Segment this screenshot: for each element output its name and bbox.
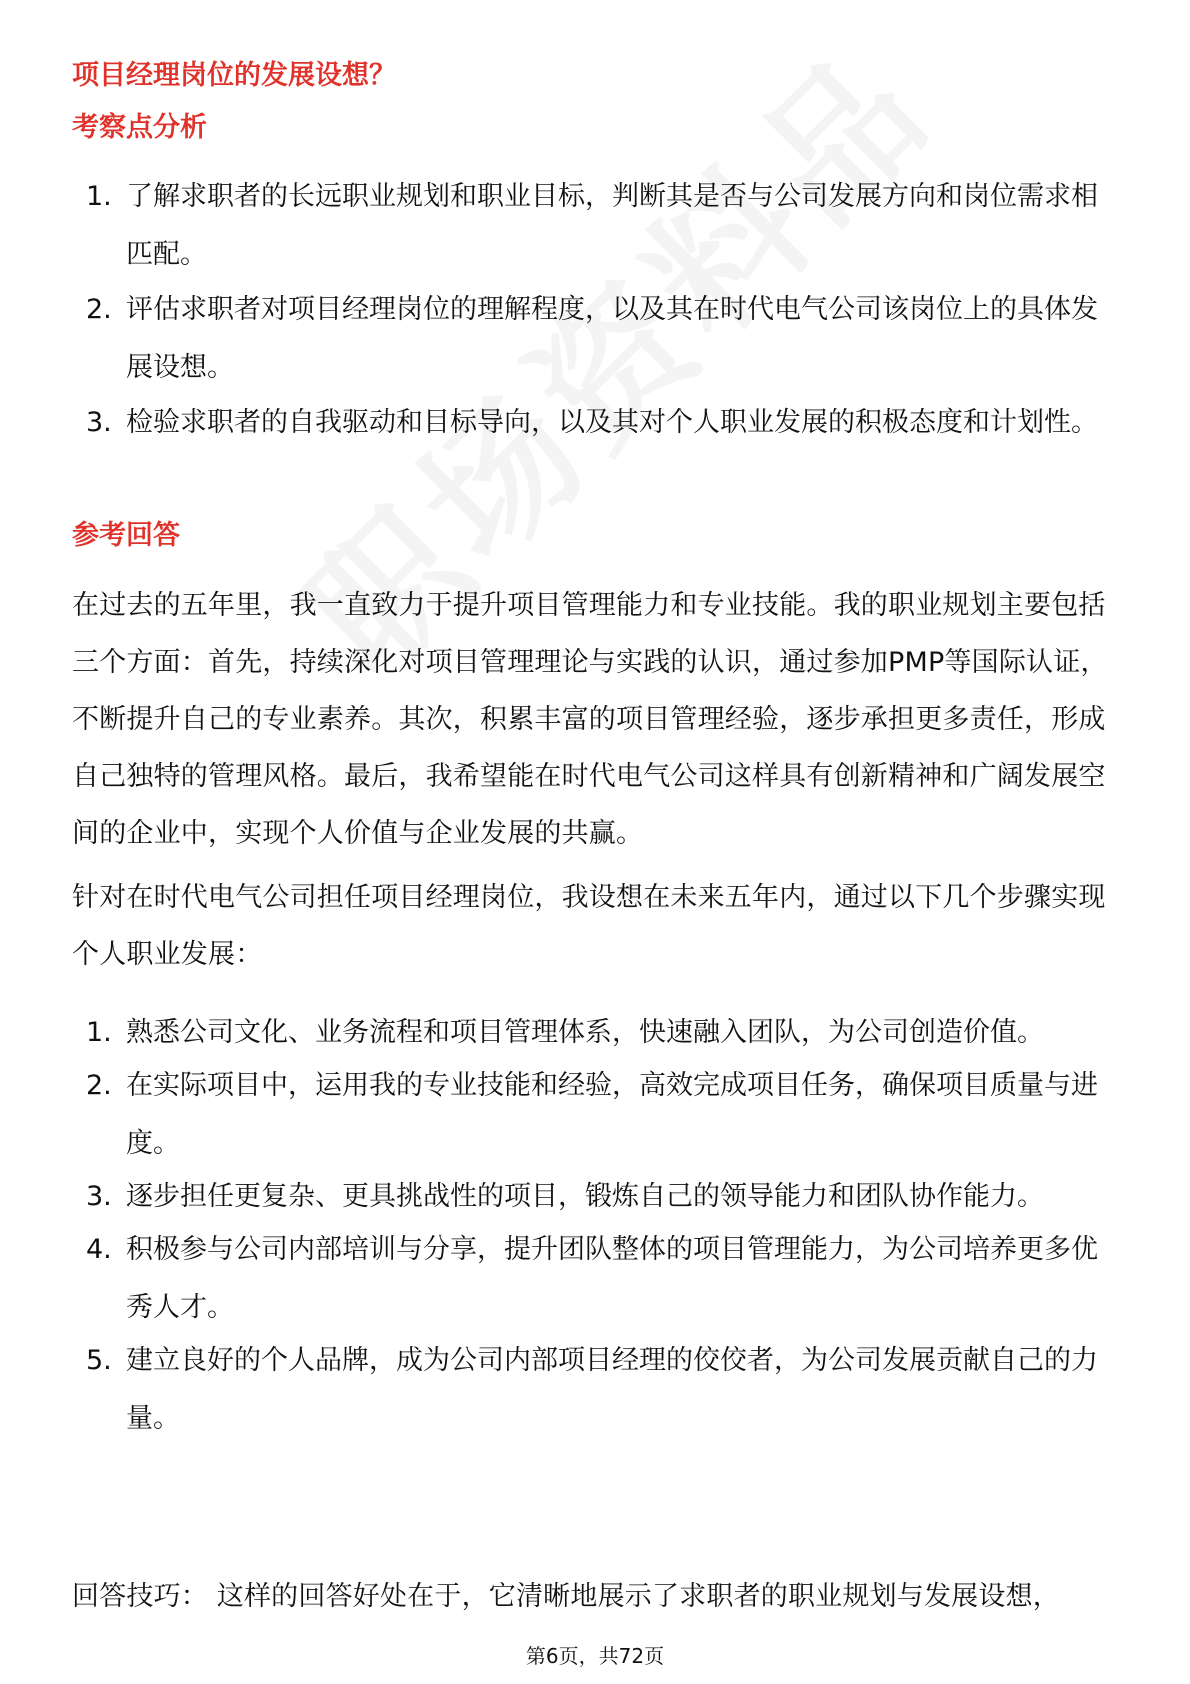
list-item: 3. 逐步担任更复杂、更具挑战性的项目，锻炼自己的领导能力和团队协作能力。 — [86, 1181, 1044, 1212]
list-item: 2. 在实际项目中，运用我的专业技能和经验，高效完成项目任务，确保项目质量与进度。 — [86, 1070, 1098, 1159]
page-number: 第6页，共72页 — [525, 1644, 665, 1668]
answer-heading: 参考回答 — [72, 520, 180, 551]
steps-intro: 针对在时代电气公司担任项目经理岗位，我设想在未来五年内，通过以下几个步骤实现个人职业发展： — [72, 882, 1106, 970]
analysis-heading: 考察点分析 — [72, 112, 207, 143]
answer-paragraph: 在过去的五年里，我一直致力于提升项目管理能力和专业技能。我的职业规划主要包括三个方面：首先，持续深化对项目管理理论与实践的认识，通过参加PMP等国际认证，不断提升自己的专业素养。其次，积累丰富的项目管理经验，逐步承担更多责任，形成自己独特的管理风格。最后，我希望能在时代电气公司这样具有创新精神和广阔发展空间的企业中，实现个人价值与企业发展的共赢。 — [72, 590, 1108, 849]
list-item: 5. 建立良好的个人品牌，成为公司内部项目经理的佼佼者，为公司发展贡献自己的力量。 — [86, 1345, 1098, 1434]
list-item: 1. 了解求职者的长远职业规划和职业目标，判断其是否与公司发展方向和岗位需求相匹配。 — [86, 181, 1098, 270]
list-item: 1. 熟悉公司文化、业务流程和项目管理体系，快速融入团队，为公司创造价值。 — [86, 1017, 1044, 1048]
analysis-list — [72, 168, 1122, 452]
answer-tip: 回答技巧： 这样的回答好处在于，它清晰地展示了求职者的职业规划与发展设想， — [72, 1581, 1060, 1612]
question-title: 项目经理岗位的发展设想？ — [72, 60, 396, 91]
list-item: 2. 评估求职者对项目经理岗位的理解程度，以及其在时代电气公司该岗位上的具体发展设想。 — [86, 294, 1098, 383]
steps-list — [72, 1004, 1122, 1448]
list-item: 3. 检验求职者的自我驱动和目标导向，以及其对个人职业发展的积极态度和计划性。 — [86, 407, 1098, 438]
list-item: 4. 积极参与公司内部培训与分享，提升团队整体的项目管理能力，为公司培养更多优秀人才。 — [86, 1234, 1098, 1323]
